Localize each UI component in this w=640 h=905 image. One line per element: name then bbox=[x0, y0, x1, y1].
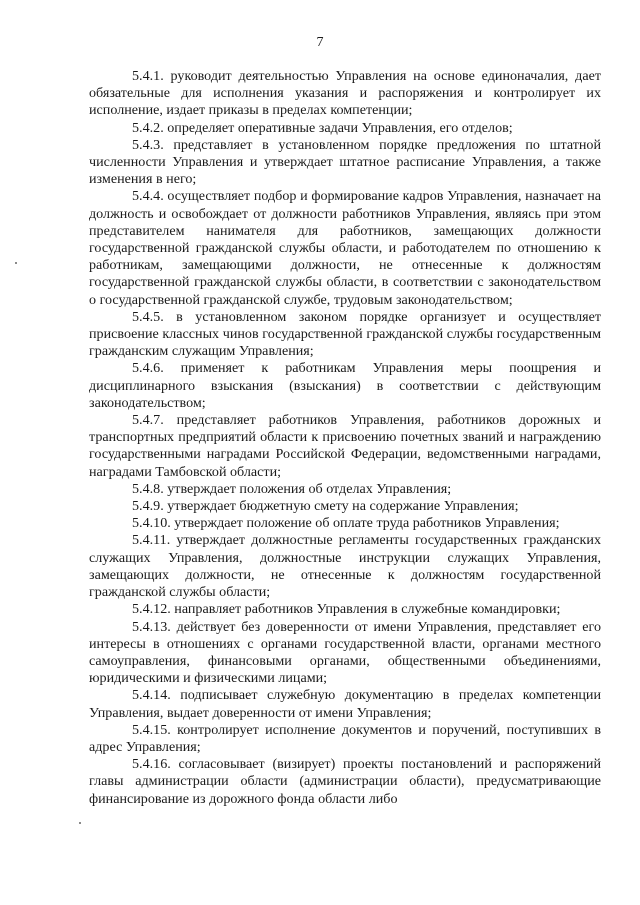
paragraph-5-4-16: 5.4.16. согласовывает (визирует) проекты постановлений и распоряжений главы администрации области (администрации области), предусматривающие финансирование из дорожного фонда области либо bbox=[89, 756, 601, 807]
paragraph-5-4-11: 5.4.11. утверждает должностные регламенты государственных гражданских служащих Управления, должностные инструкции служащих Управления, замещающих должности, не отнесенные к должностям государственной гражданской службы области; bbox=[89, 532, 601, 601]
paragraph-5-4-4: 5.4.4. осуществляет подбор и формирование кадров Управления, назначает на должность и освобождает от должности работников Управления, являясь при этом представителем нанимателя для работников, замещающих должности государственной гражданской службы области, и работодателем по отношению к работникам, замещающими должности, не отнесенные к должностям государственной гражданской службы области, в соответствии с законодательством о государственной гражданской службе, трудовым законодательством; bbox=[89, 188, 601, 308]
page-number: 7 bbox=[316, 35, 324, 50]
paragraph-5-4-6: 5.4.6. применяет к работникам Управления меры поощрения и дисциплинарного взыскания (взыскания) в соответствии с действующим законодательством; bbox=[89, 360, 601, 411]
paragraph-5-4-2: 5.4.2. определяет оперативные задачи Управления, его отделов; bbox=[132, 119, 513, 136]
paragraph-5-4-13: 5.4.13. действует без доверенности от имени Управления, представляет его интересы в отношениях с органами государственной власти, органами местного самоуправления, финансовыми органами, общественными объединениями, юридическими и физическими лицами; bbox=[89, 618, 601, 687]
scan-speck bbox=[79, 822, 81, 824]
paragraph-5-4-7: 5.4.7. представляет работников Управления, работников дорожных и транспортных предприятий области к присвоению почетных званий и награждению государственными наградами Российской Федерации, ведомственными наградами, наградами Тамбовской области; bbox=[89, 412, 601, 480]
paragraph-5-4-15: 5.4.15. контролирует исполнение документов и поручений, поступивших в адрес Управления; bbox=[89, 721, 601, 755]
scan-speck bbox=[15, 262, 17, 264]
paragraph-5-4-12: 5.4.12. направляет работников Управления в служебные командировки; bbox=[132, 601, 561, 618]
paragraph-5-4-5: 5.4.5. в установленном законом порядке организует и осуществляет присвоение классных чинов государственной гражданской службы государственным гражданским служащим Управления; bbox=[89, 308, 601, 360]
paragraph-5-4-9: 5.4.9. утверждает бюджетную смету на содержание Управления; bbox=[132, 498, 519, 515]
paragraph-5-4-10: 5.4.10. утверждает положение об оплате труда работников Управления; bbox=[132, 515, 560, 532]
paragraph-5-4-14: 5.4.14. подписывает служебную документацию в пределах компетенции Управления, выдает доверенности от имени Управления; bbox=[89, 687, 601, 721]
document-body bbox=[89, 68, 601, 808]
paragraph-5-4-8: 5.4.8. утверждает положения об отделах Управления; bbox=[132, 480, 452, 497]
paragraph-5-4-3: 5.4.3. представляет в установленном порядке предложения по штатной численности Управления и утверждает штатное расписание Управления, а также изменения в него; bbox=[89, 136, 601, 188]
paragraph-5-4-1: 5.4.1. руководит деятельностью Управления на основе единоначалия, дает обязательные для исполнения указания и распоряжения и контролирует их исполнение, издает приказы в пределах компетенции; bbox=[89, 68, 601, 119]
